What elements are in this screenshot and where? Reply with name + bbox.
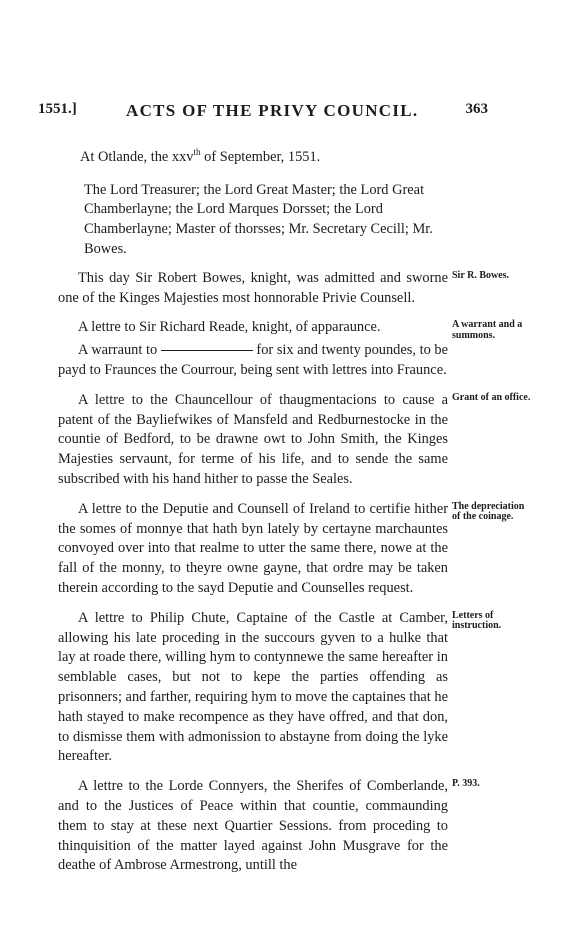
entry-text: for six and twenty poundes, to be payd to Fraunces the Courrour, being sent with lettres into Fraunce.	[58, 342, 448, 378]
margin-note: Sir R. Bowes.	[452, 269, 510, 281]
document-body	[58, 143, 531, 886]
margin-note: A warrant and a summons.	[452, 319, 523, 341]
entry-text: This day Sir Robert Bowes, knight, was admitted and sworne one of the Kinges Majesties most honnorable Privie Counsell.	[58, 269, 448, 306]
attendance-list: The Lord Treasurer; the Lord Great Master; the Lord Great Chamberlayne; the Lord Marques Dorsset; the Lord Chamberlayne; Master of thorsses; Mr. Secretary Cecill; Mr. Bowes.	[84, 181, 433, 257]
meeting-heading-suffix: of September, 1551.	[200, 148, 321, 165]
margin-note: Letters of instruction.	[452, 609, 502, 632]
margin-note: The depreciation of the coinage.	[452, 500, 525, 523]
margin-note: Grant of an office.	[452, 391, 531, 403]
entry-text: A lettre to Sir Richard Reade, knight, of apparaunce.	[78, 319, 381, 336]
entry-paragraph	[58, 609, 502, 767]
header-year: 1551.]	[38, 101, 77, 117]
margin-note: P. 393.	[452, 778, 480, 790]
entry-text: A lettre to the Deputie and Counsell of Ireland to certifie hither the somes of monnye that hath byn lately by certayne marchauntes convoyed over into that realme to utter the same there, nowe at the fall of the monny, to theyre owne gayne, that ordre may be taken therein according to the sayd Deputie and Counselles request.	[58, 500, 448, 596]
entry-text: A lettre to the Chauncellour of thaugmentacions to cause a patent of the Bayliefwikes of Mansfeld and Redburnestocke in the countie of Bedford, to be drawne owt to John Smith, the Kinges Majesties servaunt, for terme of his life, and to sende the same subscribed with his hand hither to passe the Seales.	[58, 391, 448, 487]
entry-text: A warraunt to	[78, 342, 158, 359]
meeting-heading	[80, 143, 448, 168]
entry-text: A lettre to the Lorde Connyers, the Sherifes of Comberlande, and to the Justices of Peace within that countie, commaunding them to stay at these next Quartier Sessions. from proceding to thinquisition of the matter layed against John Musgrave for the deathe of Ambrose Armestrong, untill the	[58, 778, 448, 874]
entry-paragraph	[58, 341, 448, 381]
meeting-heading-superscript: th	[193, 147, 201, 157]
entry-paragraph	[58, 777, 480, 876]
meeting-heading-prefix: At Otlande, the xxv	[80, 148, 194, 165]
page-number: 363	[465, 101, 488, 117]
running-header	[38, 101, 488, 123]
entry-paragraph	[58, 500, 525, 599]
entry-paragraph	[58, 391, 531, 490]
header-title: ACTS OF THE PRIVY COUNCIL.	[126, 101, 419, 120]
entry-paragraph	[58, 318, 523, 341]
entry-text: A lettre to Philip Chute, Captaine of the Castle at Camber, allowing his late proceding in the succours gyven to a hulke that lay at roade there, willing hym to contynnewe the same hereafter in semblable cases, but not to kepe the parties offending as prisonners; and farther, requiring hym to move the captaines that he hath stayed to make recompence as they have offred, and that don, to dismisse them with admonission to abstayne from doing the lyke hereafter.	[58, 609, 448, 765]
blank-line	[161, 350, 253, 351]
entry-paragraph	[58, 269, 510, 309]
